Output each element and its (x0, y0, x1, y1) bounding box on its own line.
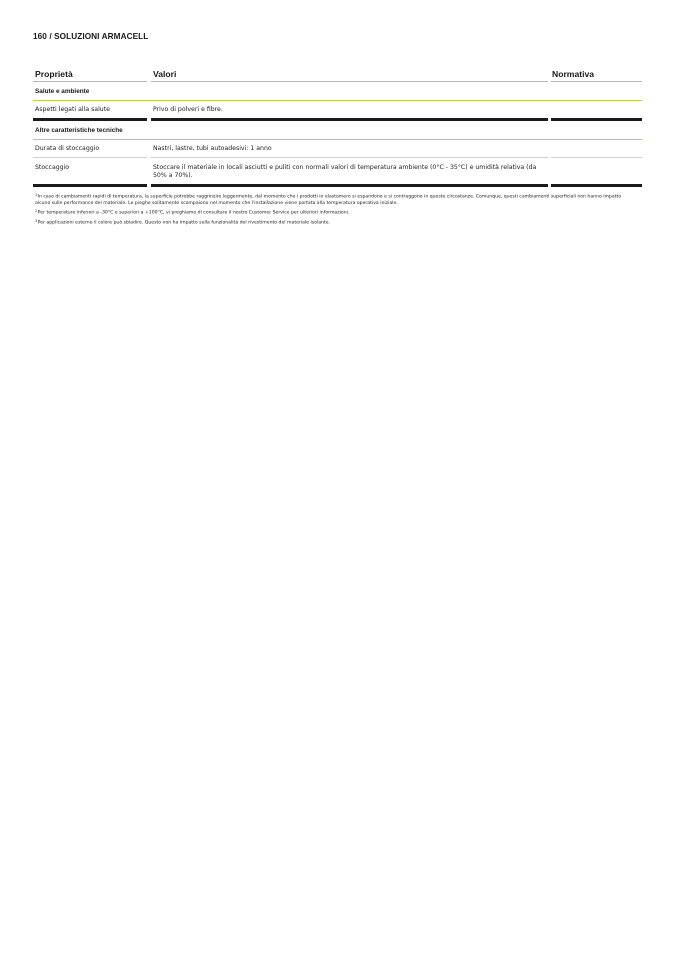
column-header-property: Proprietà (35, 69, 73, 79)
section-title-health: Salute e ambiente (35, 88, 90, 95)
table-bottom-rule (151, 184, 548, 187)
footnotes (35, 192, 635, 228)
footnote-text: Per applicazioni esterne il colore può sbiadire. Questo non ha impatto sulla funzionalità del rivestimento del materiale isolante. (37, 220, 331, 226)
column-header-value: Valori (153, 69, 177, 79)
footnote-text: In caso di cambiamenti rapidi di temperatura, la superficie potrebbe raggrinzire leggermente, dal momento che i prodotti in elastomero si espandono e si contraggono in queste circostanze. Comunque, questi cambiamenti superficiali non hanno impatto alcuno sulle performance del materiale. Le pieghe solitamente scompaiono nel momento che l'installazione viene portata alla temperatura operativa iniziale. (35, 194, 622, 206)
footnote (35, 192, 635, 207)
row-property-cell: Aspetti legati alla salute (35, 106, 110, 113)
table-bottom-rule (33, 184, 147, 187)
table-bottom-rule (551, 184, 642, 187)
row-value-cell: Privo di polveri e fibre. (153, 106, 223, 113)
section-title-technical: Altre caratteristiche tecniche (35, 127, 123, 134)
section-divider (33, 100, 642, 101)
row-bottom-rule (33, 118, 147, 121)
row-bottom-rule (151, 118, 548, 121)
row-property-cell: Durata di stoccaggio (35, 145, 100, 152)
header-divider (33, 81, 147, 82)
row-property-cell: Stoccaggio (35, 164, 70, 171)
row-bottom-rule (551, 118, 642, 121)
footnote-mark: 1 (35, 193, 38, 197)
header-divider (551, 81, 642, 82)
footnote (35, 208, 635, 217)
row-divider (551, 157, 642, 158)
footnote-mark: 2 (35, 209, 38, 214)
footnote-mark: 3 (35, 219, 38, 224)
section-divider (33, 139, 642, 140)
footnote (35, 218, 635, 227)
page-header: 160 / SOLUZIONI ARMACELL (33, 32, 149, 41)
column-header-norm: Normativa (552, 69, 595, 79)
row-divider (151, 157, 548, 158)
footnote-text: Per temperature inferiori a -30°C o superiori a +100°C, vi preghiamo di consultare il nostro Customer Service per ulteriori informazioni. (37, 210, 350, 216)
row-divider (33, 157, 147, 158)
row-value-cell: Nastri, lastre, tubi autoadesivi: 1 anno (153, 145, 272, 152)
header-divider (151, 81, 548, 82)
row-value-cell: Stoccare il materiale in locali asciutti e puliti con normali valori di temperatura ambiente (0°C - 35°C) e umidità relativa (da 50% a 70%). (153, 164, 537, 180)
